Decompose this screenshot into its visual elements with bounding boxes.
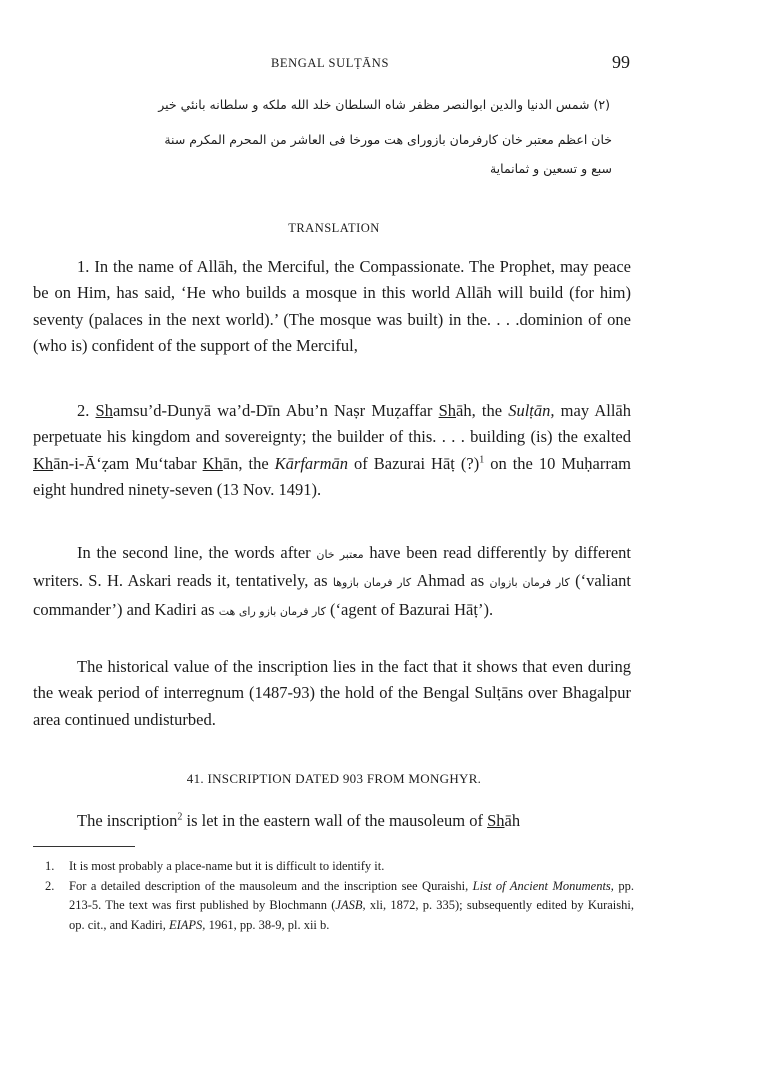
footnote-number: 1. [45, 859, 55, 873]
footnote-1 [33, 857, 634, 877]
footnote-2: 2. For a detailed description of the mausoleum and the inscription see Quraishi, List of Ancient Monuments, pp. 213-5. The text was first published by Blochmann (JASB, xli, 1872, p. 335); subsequently edited by Kuraishi, op. cit., and Kadiri, EIAPS, 1961, pp. 38-9, pl. xii b. [45, 878, 634, 932]
translation-heading: TRANSLATION [288, 221, 380, 235]
running-title: BENGAL SULṬĀNS [270, 56, 389, 70]
discussion-paragraph-readings: In the second line, the words after معتبر خان have been read differently by different writers. S. H. Askari reads it, tentatively, as كار فرمان بازوها Ahmad as كار فرمان بازوان (‘valiant commander’) and Kadiri as كار فرمان بازو راى هت (‘agent of Bazurai Hāṭ’). [33, 543, 632, 619]
discussion-paragraph-historical-value: The historical value of the inscription lies in the fact that it shows that even during the weak period of interregnum (1487-93) the hold of the Bengal Sulṭāns over Bhagalpur area continued undisturbed. [33, 657, 631, 729]
footnote-number: 2. [45, 878, 55, 893]
cited-title: EIAPS, [168, 917, 206, 932]
arabic-inscription-line-2: خان اعظم معتبر خان كارفرمان بازوراى هت مورخا فى العاشر من المحرم المكرم سنة [164, 132, 612, 147]
footnotes [33, 857, 634, 935]
arabic-phrase-askari-reading: كار فرمان بازوها [332, 576, 412, 590]
footnote-ref-2: 2 [177, 811, 183, 823]
arabic-inscription-line-1: (٢) شمس الدنيا والدين ابوالنصر مظفر شاه السلطان خلد الله ملكه و سلطانه بانئي خير [158, 97, 610, 112]
inscription-41-paragraph: The inscription$^2$ is let in the eastern wall of the mausoleum of Shāh [77, 811, 521, 830]
arabic-phrase-kadiri-reading: كار فرمان بازو راى هت [218, 604, 326, 618]
arabic-phrase-ahmad-reading: كار فرمان بازوان [489, 576, 570, 590]
arabic-inscription-line-3: سبع و تسعين و ثمانماية [489, 161, 612, 176]
translation-paragraph-1: 1. In the name of Allāh, the Merciful, the Compassionate. The Prophet, may peace be on Him, has said, ‘He who builds a mosque in this world Allāh will build (for him) seventy (palaces in the next world).’ (The mosque was built) in the. . . .dominion of one (who is) confident of the support of the Merciful, [33, 257, 631, 356]
footnote-ref-1: 1 [479, 454, 485, 466]
cited-title: JASB, [335, 898, 366, 912]
page-number: 99 [612, 52, 630, 72]
translation-paragraph-2: 2. Shamsu’d-Dunyā wa’d-Dīn Abu’n Naṣr Muẓaffar Shāh, the Sulṭān, may Allāh perpetuate his kingdom and sovereignty; the builder of this. . . . building (is) the exalted Khān-i-Ā‘ẓam Mu‘tabar Khān, the Kārfarmān of Bazurai Hāṭ (?)$^1$ on the 10 Muḥarram eight hundred ninety-seven (13 Nov. 1491). [33, 401, 632, 500]
footnote-divider [33, 846, 135, 847]
arabic-phrase-mutabar-khan: معتبر خان [316, 548, 364, 561]
cited-title: List of Ancient Monuments, [472, 878, 614, 893]
footnote-text: It is most probably a place-name but it is difficult to identify it. [69, 859, 385, 873]
inscription-41-heading: 41. INSCRIPTION DATED 903 FROM MONGHYR. [186, 771, 482, 786]
